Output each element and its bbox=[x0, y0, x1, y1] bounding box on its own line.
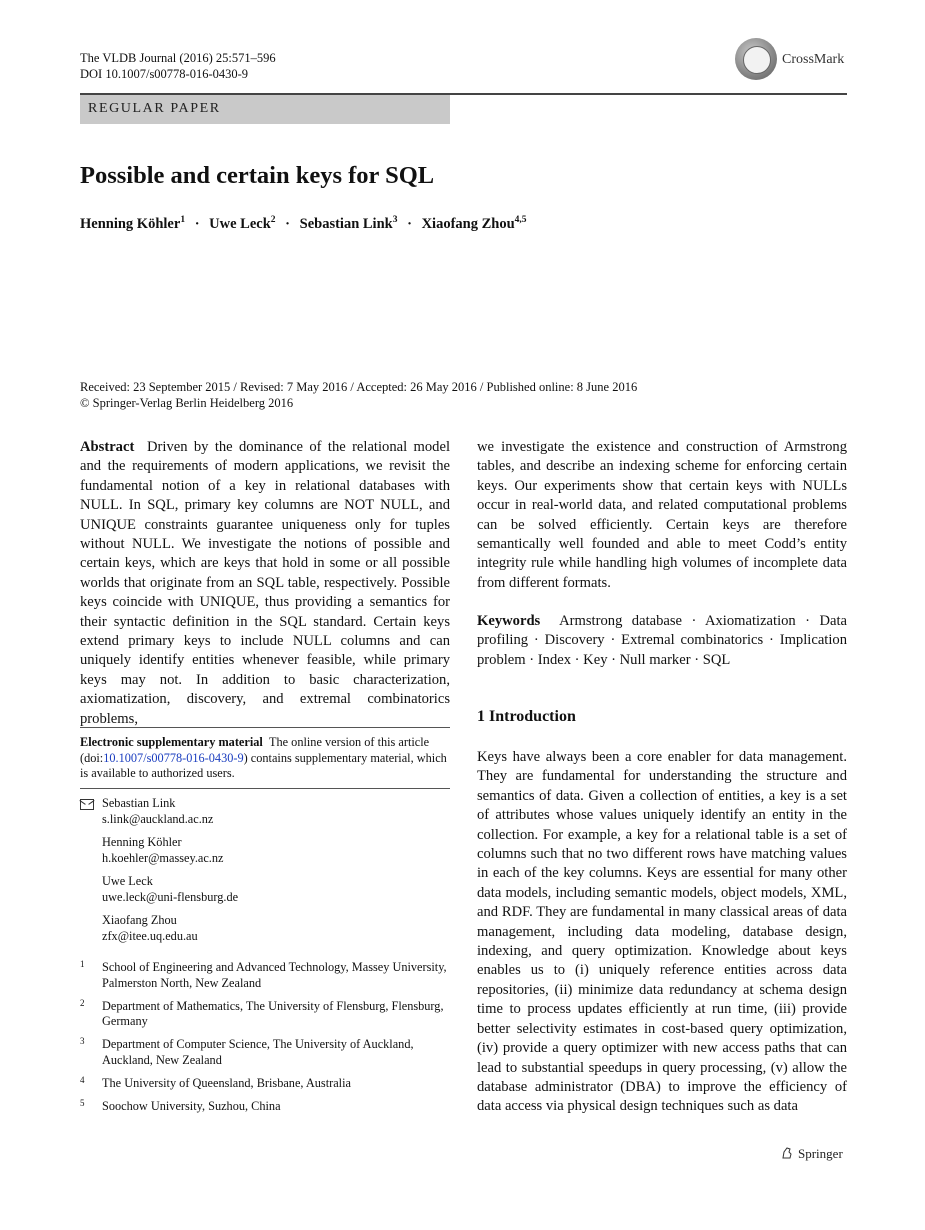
contact-entry bbox=[102, 874, 450, 905]
footnote-rule bbox=[80, 727, 450, 728]
author-affil-ref: 1 bbox=[180, 215, 186, 225]
journal-citation: The VLDB Journal (2016) 25:571–596 bbox=[80, 51, 276, 65]
affiliation-text: Department of Mathematics, The University of Flensburg, Flensburg, Germany bbox=[102, 998, 444, 1028]
supplementary-note bbox=[80, 735, 450, 782]
abstract-label: Abstract bbox=[80, 439, 135, 455]
contact-email[interactable]: zfx@itee.uq.edu.au bbox=[102, 928, 198, 943]
author-affil-ref: 3 bbox=[392, 215, 398, 225]
crossmark-badge[interactable] bbox=[735, 38, 850, 82]
abstract-right: we investigate the existence and construction of Armstrong tables, and describe an indexing scheme for enforcing certain keys. Our experiments show that certain keys with NULLs occur in real-world data, and related computational problems can be solved efficiently. Certain keys are therefore semantically well founded and able to meet Codd’s entity integrity rule while handling high volumes of incomplete data from different formats. bbox=[477, 439, 847, 591]
contact-entry bbox=[102, 796, 450, 827]
author-list bbox=[80, 215, 527, 233]
contact-name: Xiaofang Zhou bbox=[102, 913, 177, 927]
springer-horse-icon bbox=[780, 1146, 794, 1160]
affiliation bbox=[80, 1099, 450, 1115]
introduction-text: Keys have always been a core enabler for data management. They are fundamental for understanding the structure and semantics of data. Given a collection of entities, a key is a set of attributes whose values uniquely identify an entity in the collection. For example, a key for a relational table is a set of columns such that no two different rows have matching values in each of the key columns. Keys are essential for many other data models, including semantic models, object models, XML, and RDF. They are fundamental in many classical areas of data management, including data modeling, database design, indexing, and query optimization. Knowledge about keys enables us to (i) uniquely reference entities across data repositories, (ii) minimize data redundancy at schema design time to process updates efficiently at run time, (iii) provide better selectivity estimates in cost-based query optimization, (iv) provide a query optimizer with new access paths that can lead to substantial speedups in query processing, (v) allow the database administrator (DBA) to improve the efficiency of data access via physical design techniques such as data bbox=[477, 749, 847, 1115]
esm-text: The online version of this article (doi: bbox=[80, 735, 430, 765]
affiliation-text: Soochow University, Suzhou, China bbox=[102, 1098, 281, 1113]
keywords-label: Keywords bbox=[477, 613, 541, 629]
contact-name: Uwe Leck bbox=[102, 874, 153, 888]
journal-doi: DOI 10.1007/s00778-016-0430-9 bbox=[80, 67, 249, 81]
affiliation-text: School of Engineering and Advanced Technology, Massey University, Palmerston North, New Zealand bbox=[102, 960, 447, 990]
contact-entry bbox=[102, 835, 450, 866]
affiliation-number: 5 bbox=[80, 1097, 85, 1108]
author-separator: · bbox=[194, 215, 200, 232]
author-affil-ref: 2 bbox=[270, 215, 276, 225]
paper-title: Possible and certain keys for SQL bbox=[80, 162, 435, 189]
publisher-logo bbox=[780, 1146, 843, 1162]
affiliation-number: 1 bbox=[80, 959, 85, 969]
history-dates: Received: 23 September 2015 / Revised: 7 May 2016 / Accepted: 26 May 2016 / Published online: 8 June 2016 bbox=[80, 380, 638, 394]
contact-email[interactable]: h.koehler@massey.ac.nz bbox=[102, 850, 224, 865]
affiliation bbox=[80, 1037, 450, 1068]
journal-info bbox=[80, 50, 276, 82]
footnote-rule-2 bbox=[80, 788, 450, 789]
contact-name: Sebastian Link bbox=[102, 796, 176, 810]
affiliation-number: 2 bbox=[80, 997, 85, 1008]
affiliation bbox=[80, 999, 450, 1030]
crossmark-label: CrossMark bbox=[782, 52, 845, 67]
author-name: Sebastian Link bbox=[299, 215, 393, 232]
copyright: © Springer-Verlag Berlin Heidelberg 2016 bbox=[80, 396, 294, 410]
affiliation-number: 3 bbox=[80, 1036, 85, 1046]
contact-email[interactable]: s.link@auckland.ac.nz bbox=[102, 811, 214, 826]
section-heading: 1 Introduction bbox=[477, 708, 576, 725]
affiliation bbox=[80, 1076, 450, 1092]
keywords bbox=[477, 612, 847, 670]
esm-label: Electronic supplementary material bbox=[80, 735, 263, 749]
esm-text-end: ) contains supplementary material, which is available to authorized users. bbox=[80, 750, 447, 780]
abstract-left bbox=[80, 438, 450, 729]
contact-name: Henning Köhler bbox=[102, 835, 182, 849]
contact-entry bbox=[102, 913, 450, 944]
affiliation-text: The University of Queensland, Brisbane, Australia bbox=[102, 1075, 351, 1090]
contact-email[interactable]: uwe.leck@uni-flensburg.de bbox=[102, 889, 239, 904]
publication-dates bbox=[80, 379, 637, 411]
author-name: Xiaofang Zhou bbox=[421, 215, 515, 232]
author-affil-ref: 4,5 bbox=[514, 215, 527, 225]
author-separator: · bbox=[285, 215, 290, 232]
author-separator: · bbox=[407, 215, 412, 232]
doi-link[interactable]: 10.1007/s00778-016-0430-9 bbox=[103, 750, 244, 765]
contact-list bbox=[80, 796, 450, 952]
publisher-name: Springer bbox=[798, 1146, 843, 1161]
author-name: Henning Köhler bbox=[80, 215, 181, 232]
crossmark-icon bbox=[735, 38, 777, 80]
author-name: Uwe Leck bbox=[209, 215, 271, 232]
paper-type: REGULAR PAPER bbox=[88, 101, 221, 116]
affiliation bbox=[80, 960, 450, 991]
affiliation-text: Department of Computer Science, The University of Auckland, Auckland, New Zealand bbox=[102, 1037, 414, 1067]
keywords-text: Armstrong database · Axiomatization · Data profiling · Discovery · Extremal combinatorics · Implication problem · Index · Key · Null marker · SQL bbox=[477, 613, 848, 668]
envelope-icon bbox=[80, 799, 94, 810]
affiliation-list bbox=[80, 960, 450, 1122]
abstract-text: Driven by the dominance of the relational model and the requirements of modern applications, we revisit the fundamental notion of a key in relational databases with NULL. In SQL, primary key columns are NOT NULL, and UNIQUE constraints guarantee uniqueness only for tuples without NULL. We investigate the notions of possible and certain keys, which are keys that hold in some or all possible worlds that originate from an SQL table, respectively. Possible keys coincide with UNIQUE, thus providing a semantics for their syntactic definition in the SQL standard. Certain keys extend primary keys to include NULL columns and can uniquely identify entities whenever feasible, while primary keys may not. In addition to basic characterization, axiomatization, discovery, and extremal combinatorics problems, bbox=[80, 439, 450, 727]
affiliation-number: 4 bbox=[80, 1074, 85, 1085]
